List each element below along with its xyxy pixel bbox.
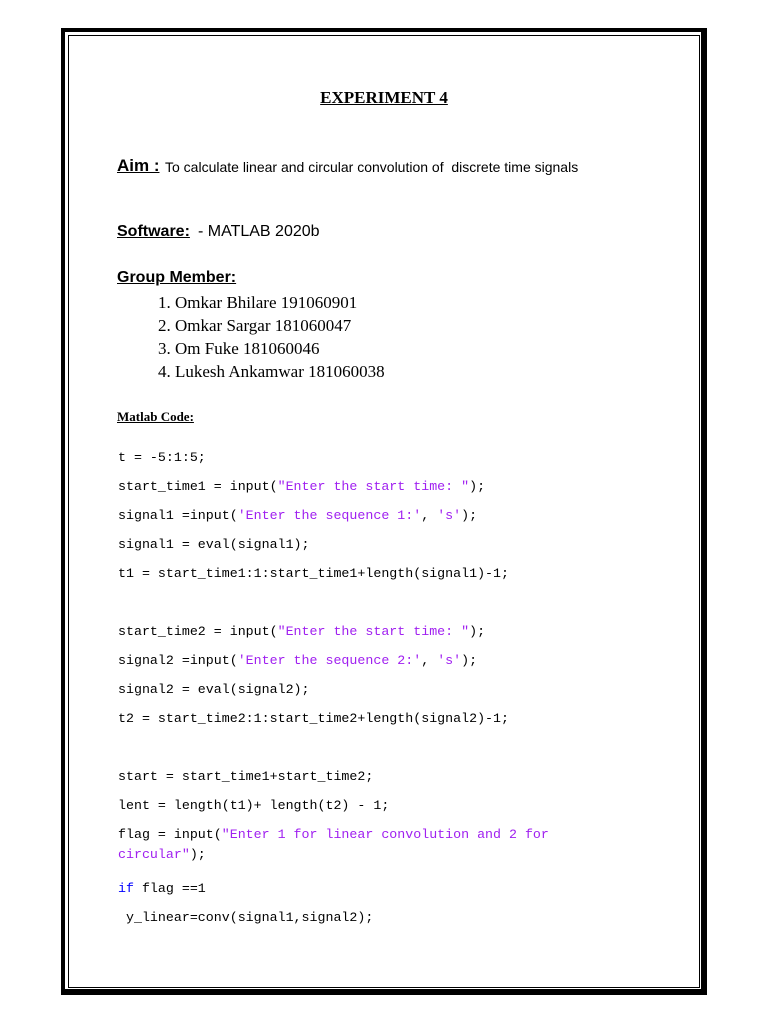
code-text: ); bbox=[469, 479, 486, 494]
code-line bbox=[118, 501, 638, 530]
code-text: start = start_time1+start_time2; bbox=[118, 769, 374, 784]
code-line bbox=[118, 472, 638, 501]
code-text: ); bbox=[469, 624, 486, 639]
code-line bbox=[118, 617, 638, 646]
group-member-item: 3. Om Fuke 181060046 bbox=[158, 339, 320, 358]
code-line bbox=[118, 825, 638, 865]
code-string: 'Enter the sequence 1:' bbox=[237, 508, 422, 523]
aim-label: Aim : bbox=[117, 156, 160, 175]
group-member-label: Group Member: bbox=[117, 269, 237, 286]
software-text: - MATLAB 2020b bbox=[198, 223, 320, 240]
code-string: "Enter the start time: " bbox=[277, 624, 470, 639]
code-string: "Enter the start time: " bbox=[277, 479, 470, 494]
code-line bbox=[118, 762, 638, 791]
code-line bbox=[118, 443, 638, 472]
code-text: signal2 =input( bbox=[118, 653, 238, 668]
code-line bbox=[118, 704, 638, 733]
matlab-code-label: Matlab Code: bbox=[117, 409, 194, 424]
code-string: 'Enter the sequence 2:' bbox=[237, 653, 422, 668]
code-text: ); bbox=[461, 653, 478, 668]
group-member-item: 2. Omkar Sargar 181060047 bbox=[158, 316, 352, 335]
code-text: , bbox=[421, 653, 438, 668]
code-text: flag = input( bbox=[118, 827, 222, 842]
software-label: Software: bbox=[117, 223, 190, 240]
code-text: signal1 = eval(signal1); bbox=[118, 537, 310, 552]
group-member-item: 1. Omkar Bhilare 191060901 bbox=[158, 293, 358, 312]
code-text: ); bbox=[189, 847, 206, 862]
code-blank-line bbox=[118, 588, 638, 617]
code-text: , bbox=[421, 508, 438, 523]
code-line bbox=[118, 874, 638, 903]
code-string: "Enter 1 for linear convolution and 2 for circular" bbox=[118, 827, 557, 862]
code-line bbox=[118, 675, 638, 704]
code-text: t2 = start_time2:1:start_time2+length(signal2)-1; bbox=[118, 711, 509, 726]
group-member-list bbox=[158, 291, 385, 383]
aim-text: To calculate linear and circular convolution of discrete time signals bbox=[165, 159, 579, 175]
document-title: EXPERIMENT 4 bbox=[320, 88, 448, 107]
code-text: lent = length(t1)+ length(t2) - 1; bbox=[118, 798, 390, 813]
code-string: 's' bbox=[437, 508, 462, 523]
code-text: signal2 = eval(signal2); bbox=[118, 682, 310, 697]
code-line bbox=[118, 530, 638, 559]
code-string: 's' bbox=[437, 653, 462, 668]
code-text: y_linear=conv(signal1,signal2); bbox=[118, 910, 374, 925]
code-block bbox=[118, 443, 638, 932]
code-text: start_time1 = input( bbox=[118, 479, 278, 494]
code-text: t = -5:1:5; bbox=[118, 450, 206, 465]
code-text: flag ==1 bbox=[133, 881, 206, 896]
code-text: ); bbox=[461, 508, 478, 523]
group-member-item: 4. Lukesh Ankamwar 181060038 bbox=[158, 362, 385, 381]
code-line bbox=[118, 646, 638, 675]
code-blank-line bbox=[118, 733, 638, 762]
code-text: signal1 =input( bbox=[118, 508, 238, 523]
code-text: t1 = start_time1:1:start_time1+length(signal1)-1; bbox=[118, 566, 509, 581]
code-keyword: if bbox=[118, 881, 134, 896]
code-line bbox=[118, 559, 638, 588]
code-text: start_time2 = input( bbox=[118, 624, 278, 639]
code-line bbox=[118, 903, 638, 932]
code-line bbox=[118, 791, 638, 820]
